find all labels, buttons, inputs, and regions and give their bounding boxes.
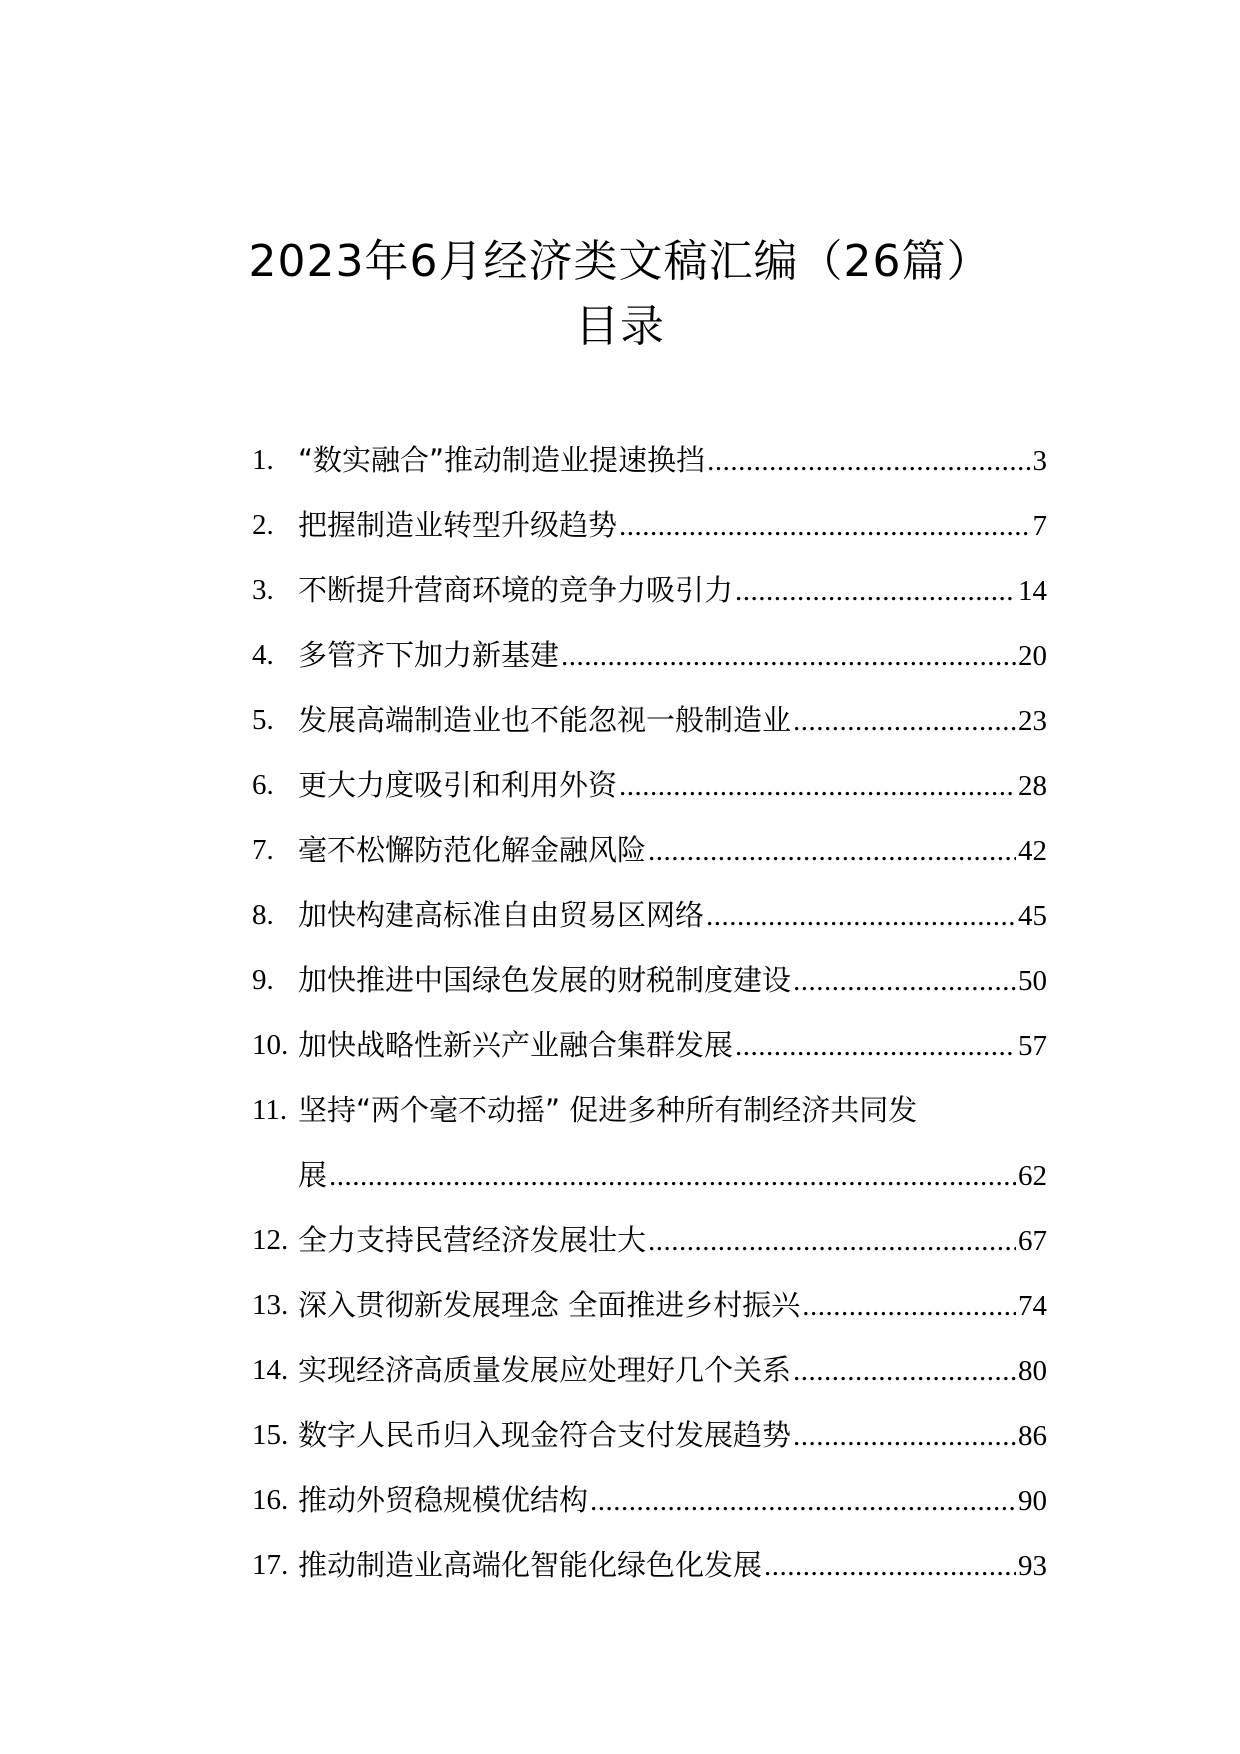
toc-entry-12[interactable] bbox=[252, 1208, 1047, 1273]
toc-page-number: 74 bbox=[1018, 1290, 1047, 1322]
toc-page-number: 45 bbox=[1018, 900, 1047, 932]
toc-entry-11[interactable] bbox=[252, 1078, 1047, 1208]
toc-page-number: 42 bbox=[1018, 835, 1047, 867]
toc-number: 2. bbox=[252, 509, 274, 541]
toc-entry-2[interactable] bbox=[252, 493, 1047, 558]
toc-title: 不断提升营商环境的竞争力吸引力 bbox=[298, 573, 734, 607]
toc-title: 展 bbox=[298, 1158, 328, 1192]
toc-entry-10[interactable] bbox=[252, 1013, 1047, 1078]
toc-number: 6. bbox=[252, 769, 274, 801]
toc-title: 发展高端制造业也不能忽视一般制造业 bbox=[298, 703, 792, 737]
document-title: 2023年6月经济类文稿汇编（26篇） bbox=[248, 236, 992, 287]
toc-number: 7. bbox=[252, 834, 274, 866]
toc-number: 14. bbox=[252, 1354, 289, 1386]
toc-title: 深入贯彻新发展理念 全面推进乡村振兴 bbox=[298, 1288, 801, 1322]
dot-leader bbox=[735, 559, 1016, 624]
toc-number: 15. bbox=[252, 1419, 289, 1451]
toc-number: 12. bbox=[252, 1224, 289, 1256]
toc-entry-8[interactable] bbox=[252, 883, 1047, 948]
toc-page-number: 86 bbox=[1018, 1420, 1047, 1452]
toc-page-number: 80 bbox=[1018, 1355, 1047, 1387]
dot-leader bbox=[329, 1144, 1016, 1209]
toc-entry-13[interactable] bbox=[252, 1273, 1047, 1338]
toc-page-number: 7 bbox=[1032, 510, 1047, 542]
toc-page-number: 28 bbox=[1018, 770, 1047, 802]
dot-leader bbox=[648, 819, 1016, 884]
dot-leader bbox=[764, 1534, 1016, 1599]
toc-entry-15[interactable] bbox=[252, 1403, 1047, 1468]
toc-page-number: 14 bbox=[1018, 575, 1047, 607]
dot-leader bbox=[648, 1209, 1016, 1274]
toc-title: 推动外贸稳规模优结构 bbox=[298, 1483, 589, 1517]
toc-number: 4. bbox=[252, 639, 274, 671]
toc-number: 1. bbox=[252, 444, 274, 476]
toc-title: “数实融合”推动制造业提速换挡 bbox=[298, 443, 706, 477]
toc-page-number: 23 bbox=[1018, 705, 1047, 737]
toc-page-number: 90 bbox=[1018, 1485, 1047, 1517]
dot-leader bbox=[793, 1404, 1016, 1469]
toc-entry-16[interactable] bbox=[252, 1468, 1047, 1533]
toc-title: 数字人民币归入现金符合支付发展趋势 bbox=[298, 1418, 792, 1452]
toc-title: 全力支持民营经济发展壮大 bbox=[298, 1223, 647, 1257]
dot-leader bbox=[706, 884, 1016, 949]
toc-number: 17. bbox=[252, 1549, 289, 1581]
toc-title: 加快战略性新兴产业融合集群发展 bbox=[298, 1028, 734, 1062]
toc-entry-6[interactable] bbox=[252, 753, 1047, 818]
toc-title: 多管齐下加力新基建 bbox=[298, 638, 560, 672]
toc-number: 8. bbox=[252, 899, 274, 931]
toc-title: 加快构建高标准自由贸易区网络 bbox=[298, 898, 705, 932]
toc-entry-9[interactable] bbox=[252, 948, 1047, 1013]
toc-entry-4[interactable] bbox=[252, 623, 1047, 688]
toc-page-number: 67 bbox=[1018, 1225, 1047, 1257]
toc-number: 10. bbox=[252, 1029, 289, 1061]
dot-leader bbox=[561, 624, 1016, 689]
toc-number: 13. bbox=[252, 1289, 289, 1321]
toc-number: 9. bbox=[252, 964, 274, 996]
toc-entry-14[interactable] bbox=[252, 1338, 1047, 1403]
dot-leader bbox=[735, 1014, 1016, 1079]
dot-leader bbox=[619, 754, 1016, 819]
toc-entry-3[interactable] bbox=[252, 558, 1047, 623]
toc-number: 11. bbox=[252, 1094, 288, 1126]
toc-page-number: 20 bbox=[1018, 640, 1047, 672]
toc-entry-17[interactable] bbox=[252, 1533, 1047, 1598]
toc-number: 16. bbox=[252, 1484, 289, 1516]
toc-title: 推动制造业高端化智能化绿色化发展 bbox=[298, 1548, 763, 1582]
dot-leader bbox=[793, 1339, 1016, 1404]
toc-page-number: 62 bbox=[1018, 1160, 1047, 1192]
toc-title: 加快推进中国绿色发展的财税制度建设 bbox=[298, 963, 792, 997]
toc-title: 更大力度吸引和利用外资 bbox=[298, 768, 618, 802]
dot-leader bbox=[793, 689, 1016, 754]
dot-leader bbox=[802, 1274, 1016, 1339]
toc-page-number: 50 bbox=[1018, 965, 1047, 997]
dot-leader bbox=[793, 949, 1016, 1014]
toc-entry-5[interactable] bbox=[252, 688, 1047, 753]
table-of-contents bbox=[252, 428, 1047, 1598]
toc-heading: 目录 bbox=[575, 301, 665, 352]
dot-leader bbox=[619, 494, 1030, 559]
toc-title: 毫不松懈防范化解金融风险 bbox=[298, 833, 647, 867]
toc-number: 3. bbox=[252, 574, 274, 606]
toc-title-line1: 坚持“两个毫不动摇” 促进多种所有制经济共同发 bbox=[298, 1093, 918, 1127]
dot-leader bbox=[590, 1469, 1016, 1534]
toc-title: 把握制造业转型升级趋势 bbox=[298, 508, 618, 542]
toc-page-number: 57 bbox=[1018, 1030, 1047, 1062]
toc-entry-1[interactable] bbox=[252, 428, 1047, 493]
toc-title: 实现经济高质量发展应处理好几个关系 bbox=[298, 1353, 792, 1387]
toc-page-number: 3 bbox=[1032, 445, 1047, 477]
toc-page-number: 93 bbox=[1018, 1550, 1047, 1582]
toc-entry-7[interactable] bbox=[252, 818, 1047, 883]
toc-number: 5. bbox=[252, 704, 274, 736]
dot-leader bbox=[707, 429, 1030, 494]
